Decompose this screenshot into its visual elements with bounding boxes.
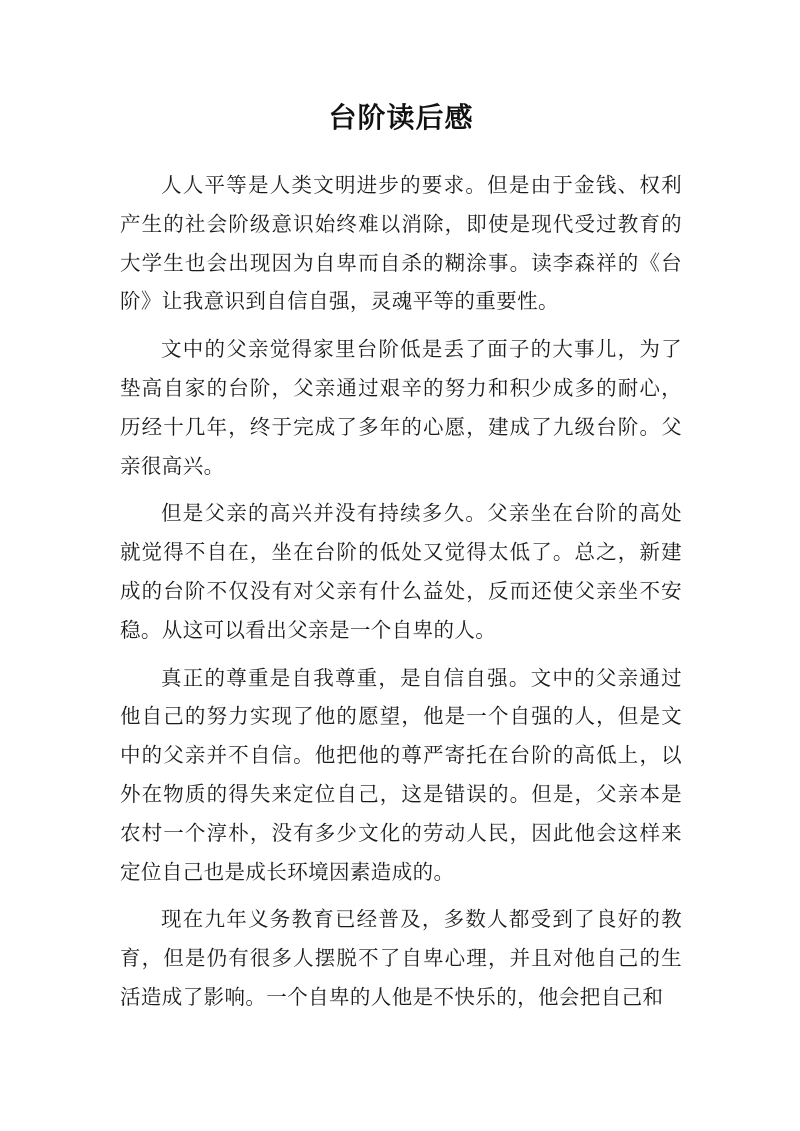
paragraph-1: 人人平等是人类文明进步的要求。但是由于金钱、权利产生的社会阶级意识始终难以消除，即使是现代受过教育的大学生也会出现因为自卑而自杀的糊涂事。读李森祥的《台阶》让我意识到自信自强，灵魂平等的重要性。 [120, 173, 682, 314]
paragraph-4: 真正的尊重是自我尊重，是自信自强。文中的父亲通过他自己的努力实现了他的愿望，他是一个自强的人，但是文中的父亲并不自信。他把他的尊严寄托在台阶的高低上，以外在物质的得失来定位自己，这是错误的。但是，父亲本是农村一个淳朴，没有多少文化的劳动人民，因此他会这样来定位自己也是成长环境因素造成的。 [120, 665, 682, 884]
paragraph-2: 文中的父亲觉得家里台阶低是丢了面子的大事儿，为了垫高自家的台阶，父亲通过艰辛的努力和积少成多的耐心，历经十几年，终于完成了多年的心愿，建成了九级台阶。父亲很高兴。 [120, 337, 682, 478]
paragraph-5: 现在九年义务教育已经普及，多数人都受到了良好的教育，但是仍有很多人摆脱不了自卑心理，并且对他自己的生活造成了影响。一个自卑的人他是不快乐的，他会把自己和 [120, 907, 682, 1009]
document-title: 台阶读后感 [328, 101, 474, 134]
paragraph-3: 但是父亲的高兴并没有持续多久。父亲坐在台阶的高处就觉得不自在，坐在台阶的低处又觉得太低了。总之，新建成的台阶不仅没有对父亲有什么益处，反而还使父亲坐不安稳。从这可以看出父亲是一个自卑的人。 [120, 501, 682, 642]
